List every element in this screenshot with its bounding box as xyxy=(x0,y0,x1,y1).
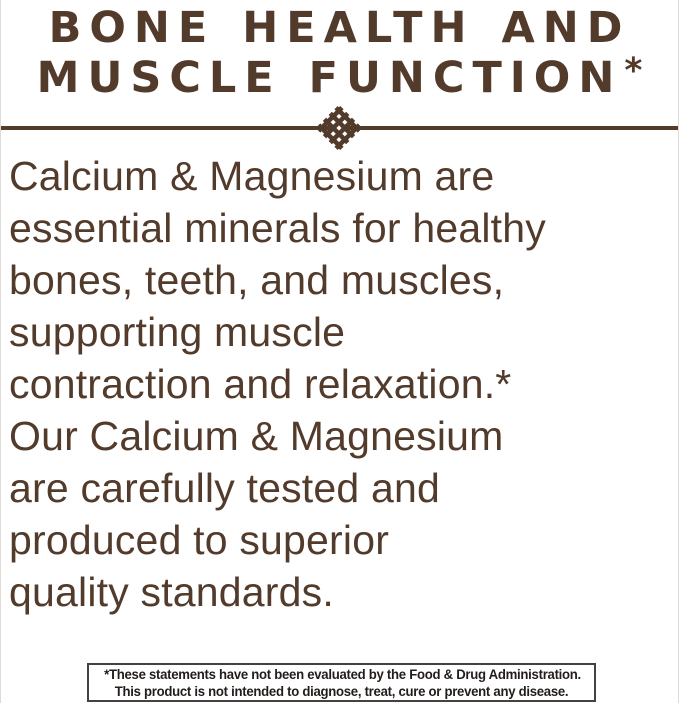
body-copy xyxy=(9,150,674,618)
headline-text-2: MUSCLE FUNCTION xyxy=(36,53,623,103)
headline-text-1: BONE HEALTH AND xyxy=(48,3,631,53)
body-line: quality standards. xyxy=(9,569,334,615)
disclaimer-line-2: This product is not intended to diagnose, treat, cure or prevent any disease. xyxy=(114,682,569,699)
headline-line-1 xyxy=(1,3,678,53)
lattice-ornament-icon xyxy=(311,100,367,156)
page-title xyxy=(1,3,678,106)
disclaimer-line-1: *These statements have not been evaluated by the Food & Drug Administration. xyxy=(104,666,581,682)
headline-line-2 xyxy=(1,53,678,106)
body-line: produced to superior xyxy=(9,517,390,563)
body-line: are carefully tested and xyxy=(9,465,440,511)
body-line: Calcium & Magnesium are xyxy=(9,153,495,199)
body-line: contraction and relaxation.* xyxy=(9,361,512,407)
headline-asterisk: * xyxy=(624,51,643,91)
fda-disclaimer-box xyxy=(87,663,596,702)
body-line: supporting muscle xyxy=(9,309,346,355)
body-line: bones, teeth, and muscles, xyxy=(9,257,505,303)
body-line: Our Calcium & Magnesium xyxy=(9,413,504,459)
body-line: essential minerals for healthy xyxy=(9,205,546,251)
